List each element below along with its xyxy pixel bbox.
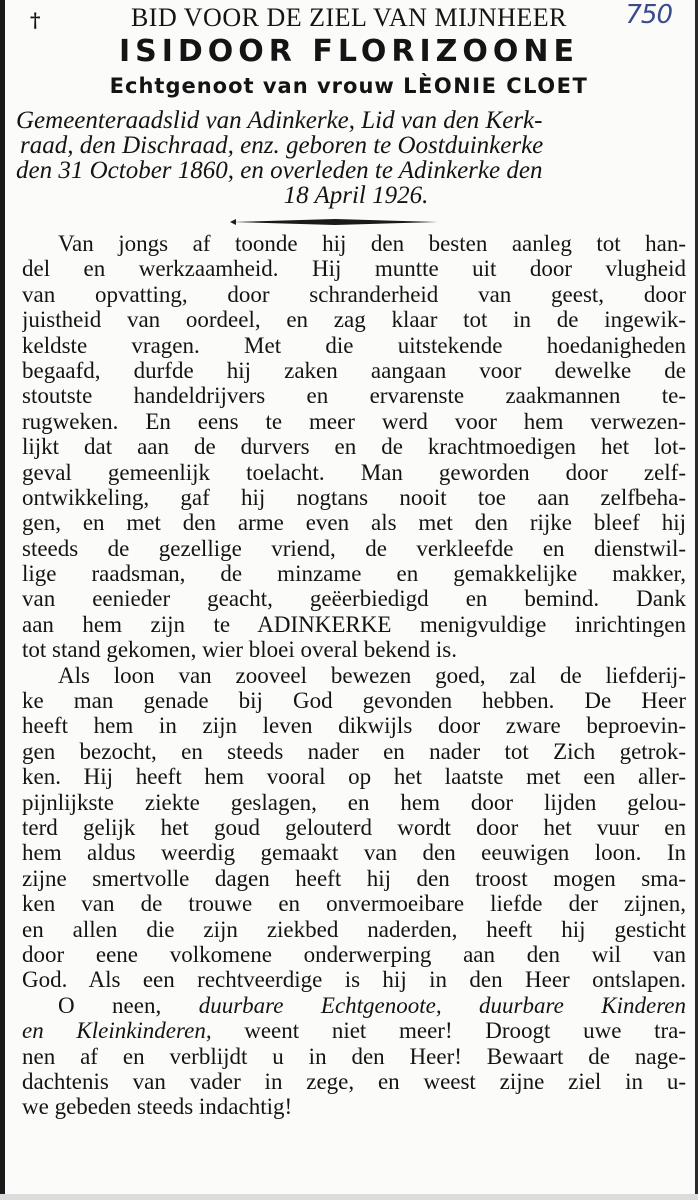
text-line: Als loon van zooveel bewezen goed, zal de liefderij- xyxy=(58,662,686,688)
text-line: hem aldus weerdig gemaakt van den eeuwigen loon. In xyxy=(22,840,686,866)
text-line: stoutste handeldrijvers en ervarenste zaakmannen te- xyxy=(22,383,686,409)
spouse-name: LÈONIE CLOET xyxy=(403,74,589,98)
text-line: keldste vragen. Met die uitstekende hoedanigheden xyxy=(22,332,686,358)
text-line: dachtenis van vader in zege, en weest zijne ziel in u- xyxy=(22,1068,686,1094)
deceased-name: ISIDOOR FLORIZOONE xyxy=(118,34,580,69)
text-line: terd gelijk het goud gelouterd wordt door het vuur en xyxy=(22,814,686,840)
memorial-text xyxy=(22,231,686,1120)
cross-icon: † xyxy=(30,8,41,32)
text-line: ke man genade bij God gevonden hebben. De Heer xyxy=(22,688,686,714)
text-line xyxy=(22,993,686,1018)
text-line: gen bezocht, en steeds nader en nader tot Zich getrok- xyxy=(22,738,686,764)
text-line: van opvatting, door schranderheid van geest, door xyxy=(22,281,686,307)
text-line: heeft hem in zijn leven dikwijls door zware beproevin- xyxy=(22,713,686,739)
text-line: juistheid van oordeel, en zag klaar tot in de ingewik- xyxy=(22,307,686,333)
text-line: van eenieder geacht, geëerbiedigd en bemind. Dank xyxy=(22,586,686,612)
scan-edge-bottom xyxy=(0,1194,698,1200)
text-line: zijne smertvolle dagen heeft hij den troost mogen sma- xyxy=(22,865,686,891)
text-line: rugweken. En eens te meer werd voor hem verwezen- xyxy=(22,408,686,434)
scan-edge-left xyxy=(0,0,5,1200)
text-run-italic: en Kleinkinderen, xyxy=(22,1018,212,1044)
text-line: tot stand gekomen, wier bloei overal bekend is. xyxy=(22,637,457,663)
text-line xyxy=(22,1018,686,1043)
spouse-prefix: Echtgenoot van vrouw xyxy=(109,74,395,98)
text-line: door eene volkomene onderwerping aan den wil van xyxy=(22,941,686,967)
text-line: pijnlijkste ziekte geslagen, en hem door lijden gelou- xyxy=(22,789,686,815)
subtitle-line: den 31 October 1860, en overleden te Adinkerke den xyxy=(16,157,543,184)
prayer-heading: BID VOOR DE ZIEL VAN MIJNHEER xyxy=(130,3,568,32)
text-line: steeds de gezellige vriend, de verkleefde en dienstwil- xyxy=(22,535,686,561)
text-line: aan hem zijn te ADINKERKE menigvuldige inrichtingen xyxy=(22,611,686,637)
text-line: del en werkzaamheid. Hij muntte uit door vlugheid xyxy=(22,256,686,282)
text-line: ken. Hij heeft hem vooral op het laatste met een aller- xyxy=(22,764,686,790)
subtitle-line: Gemeenteraadslid van Adinkerke, Lid van den Kerk- xyxy=(16,107,543,134)
subtitle-line: 18 April 1926. xyxy=(283,182,429,209)
subtitle-line: raad, den Dischraad, enz. geboren te Oostduinkerke xyxy=(20,132,544,159)
text-line: ontwikkeling, gaf hij nogtans nooit toe aan zelfbeha- xyxy=(22,484,686,510)
text-run: weent niet meer! Droogt uwe tra- xyxy=(211,1018,686,1044)
ornamental-divider xyxy=(230,214,440,230)
text-line: ken van de trouwe en onvermoeibare liefde der zijnen, xyxy=(22,891,686,917)
text-line: geval gemeenlijk toelacht. Man geworden door zelf- xyxy=(22,459,686,485)
text-line: begaafd, durfde hij zaken aangaan voor dewelke de xyxy=(22,357,686,383)
text-run-italic: duurbare Echtgenoote, duurbare Kinderen xyxy=(198,992,686,1018)
text-line: nen af en verblijdt u in den Heer! Bewaart de nage- xyxy=(22,1043,686,1069)
spouse-line xyxy=(0,74,698,98)
biographical-subtitle xyxy=(12,108,680,208)
text-line: lige raadsman, de minzame en gemakkelijke makker, xyxy=(22,561,686,587)
text-line: Van jongs af toonde hij den besten aanleg tot han- xyxy=(58,231,686,256)
text-line: we gebeden steeds indachtig! xyxy=(22,1094,293,1120)
text-line: lijkt dat aan de durvers en de krachtmoedigen het lot- xyxy=(22,434,686,460)
text-run: O neen, xyxy=(58,992,199,1018)
text-line: God. Als een rechtveerdige is hij in den Heer ontslapen. xyxy=(22,967,686,993)
text-line: gen, en met den arme even als met den rijke bleef hij xyxy=(22,510,686,536)
text-line: en allen die zijn ziekbed naderden, heeft hij gesticht xyxy=(22,916,686,942)
archive-reference: 750 xyxy=(625,0,672,30)
